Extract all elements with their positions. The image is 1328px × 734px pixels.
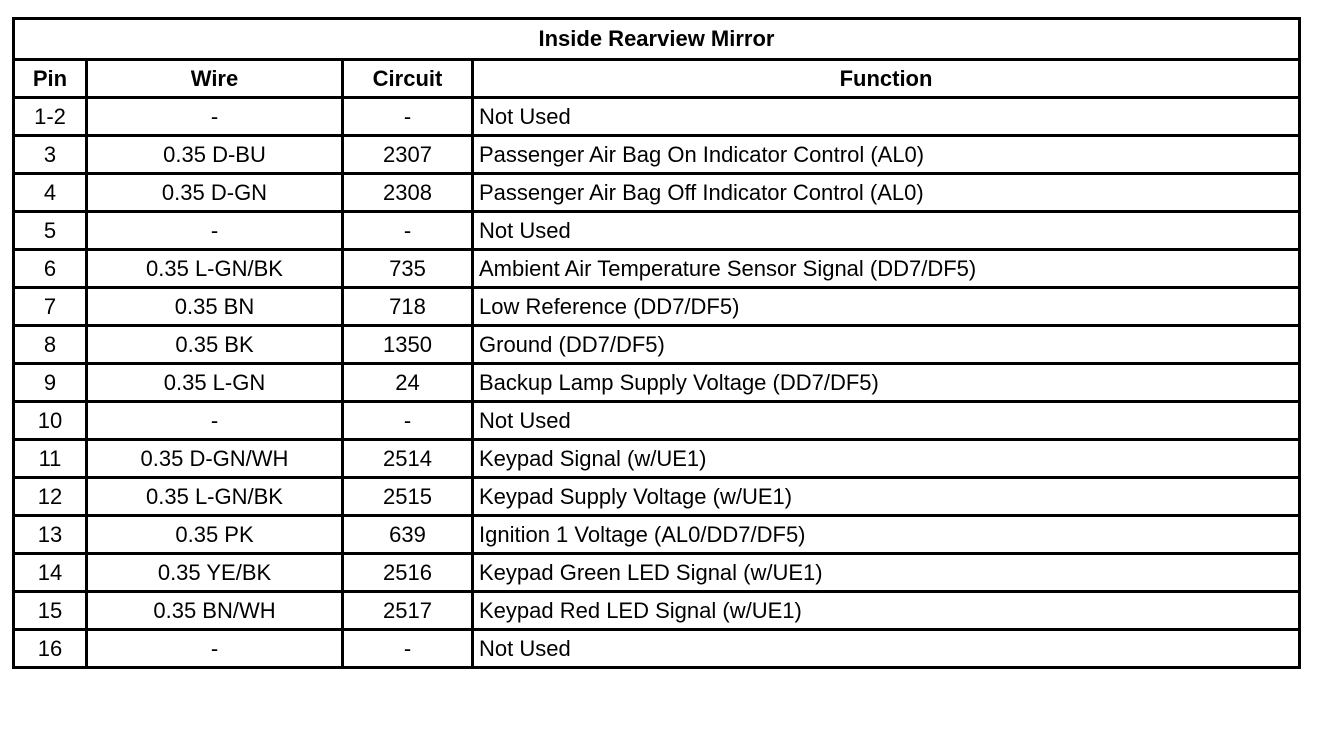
wire-cell: 0.35 PK [87,516,343,554]
circuit-cell: 2515 [343,478,473,516]
wire-cell: 0.35 L-GN [87,364,343,402]
circuit-cell: - [343,98,473,136]
table-header-row [14,60,1300,98]
wire-cell: 0.35 YE/BK [87,554,343,592]
pin-cell: 14 [14,554,87,592]
table-row [14,98,1300,136]
wire-cell: - [87,402,343,440]
circuit-cell: 2514 [343,440,473,478]
function-cell: Passenger Air Bag Off Indicator Control (AL0) [473,174,1300,212]
table-row [14,402,1300,440]
pin-cell: 5 [14,212,87,250]
wire-cell: 0.35 L-GN/BK [87,478,343,516]
function-cell: Not Used [473,98,1300,136]
circuit-cell: 2517 [343,592,473,630]
pin-cell: 15 [14,592,87,630]
header-function: Function [473,60,1300,98]
header-pin: Pin [14,60,87,98]
circuit-cell: - [343,212,473,250]
function-cell: Not Used [473,212,1300,250]
pin-cell: 4 [14,174,87,212]
connector-pinout-table [12,17,1301,669]
table-row [14,478,1300,516]
table-row [14,326,1300,364]
header-circuit: Circuit [343,60,473,98]
pin-cell: 6 [14,250,87,288]
wire-cell: - [87,98,343,136]
pin-cell: 12 [14,478,87,516]
wire-cell: 0.35 BN/WH [87,592,343,630]
pin-cell: 7 [14,288,87,326]
function-cell: Not Used [473,402,1300,440]
table-row [14,364,1300,402]
function-cell: Keypad Supply Voltage (w/UE1) [473,478,1300,516]
table-row [14,516,1300,554]
function-cell: Backup Lamp Supply Voltage (DD7/DF5) [473,364,1300,402]
pin-cell: 16 [14,630,87,668]
function-cell: Low Reference (DD7/DF5) [473,288,1300,326]
wire-cell: - [87,630,343,668]
pin-cell: 10 [14,402,87,440]
wire-cell: 0.35 BK [87,326,343,364]
wire-cell: 0.35 BN [87,288,343,326]
pin-cell: 8 [14,326,87,364]
pin-cell: 1-2 [14,98,87,136]
function-cell: Ambient Air Temperature Sensor Signal (DD7/DF5) [473,250,1300,288]
function-cell: Keypad Red LED Signal (w/UE1) [473,592,1300,630]
wire-cell: 0.35 D-BU [87,136,343,174]
function-cell: Ground (DD7/DF5) [473,326,1300,364]
table-title-row [14,19,1300,60]
circuit-cell: 1350 [343,326,473,364]
table-row [14,440,1300,478]
circuit-cell: 24 [343,364,473,402]
function-cell: Keypad Green LED Signal (w/UE1) [473,554,1300,592]
header-wire: Wire [87,60,343,98]
function-cell: Keypad Signal (w/UE1) [473,440,1300,478]
table-row [14,212,1300,250]
pin-cell: 9 [14,364,87,402]
circuit-cell: - [343,402,473,440]
function-cell: Not Used [473,630,1300,668]
pin-cell: 11 [14,440,87,478]
table-row [14,250,1300,288]
circuit-cell: 639 [343,516,473,554]
table-row [14,288,1300,326]
wire-cell: 0.35 D-GN/WH [87,440,343,478]
table-body [14,98,1300,668]
table-row [14,554,1300,592]
circuit-cell: - [343,630,473,668]
circuit-cell: 2516 [343,554,473,592]
pin-cell: 3 [14,136,87,174]
circuit-cell: 718 [343,288,473,326]
table-row [14,136,1300,174]
wire-cell: 0.35 D-GN [87,174,343,212]
table-row [14,174,1300,212]
table-row [14,592,1300,630]
circuit-cell: 2307 [343,136,473,174]
function-cell: Passenger Air Bag On Indicator Control (AL0) [473,136,1300,174]
wire-cell: 0.35 L-GN/BK [87,250,343,288]
table-title: Inside Rearview Mirror [14,19,1300,60]
table-row [14,630,1300,668]
function-cell: Ignition 1 Voltage (AL0/DD7/DF5) [473,516,1300,554]
circuit-cell: 735 [343,250,473,288]
pin-cell: 13 [14,516,87,554]
circuit-cell: 2308 [343,174,473,212]
wire-cell: - [87,212,343,250]
